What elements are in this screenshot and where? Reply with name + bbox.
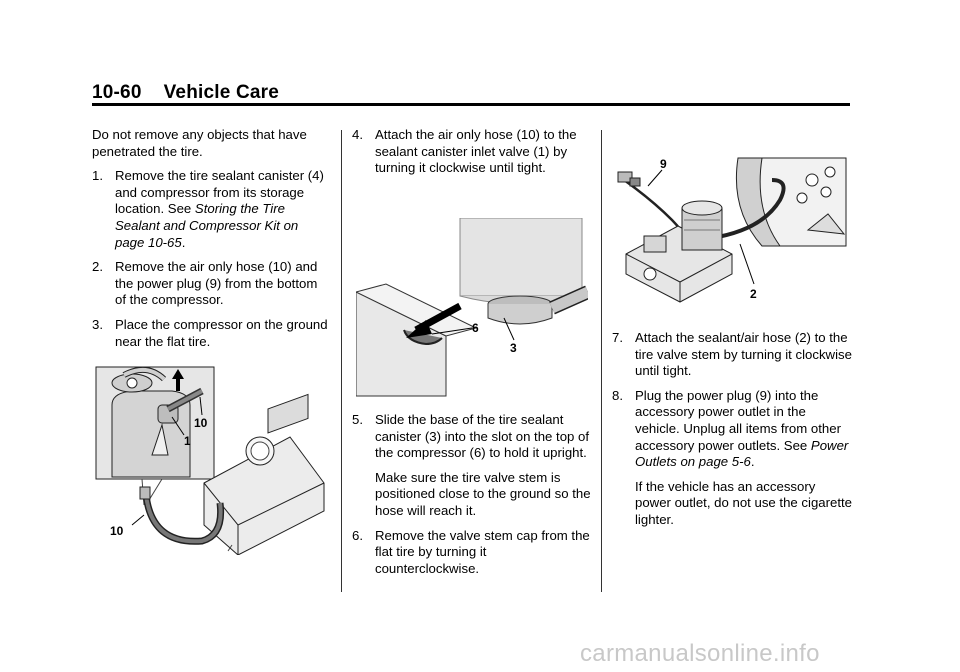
- column-3: [612, 330, 852, 537]
- step-2: [92, 259, 328, 309]
- column-2-lower: [352, 412, 592, 585]
- figure-canister-into-slot: [356, 218, 588, 398]
- step-number: 5.: [352, 412, 363, 427]
- step-8: [612, 388, 852, 471]
- step-text: Attach the sealant/air hose (2) to the tire valve stem by turning it clockwise until tight.: [635, 330, 852, 379]
- step-number: 3.: [92, 316, 103, 332]
- figure-hose-to-tire: [612, 150, 850, 310]
- step-text: Remove the valve stem cap from the flat tire by turning it counterclockwise.: [375, 527, 590, 576]
- header-rule: [92, 103, 850, 106]
- step-text: Remove the tire sealant canister (4) and compressor from its storage location. See: [115, 168, 324, 217]
- column-1: [92, 127, 328, 358]
- step-3: [92, 317, 328, 350]
- intro-text: Do not remove any objects that have penetrated the tire.: [92, 127, 307, 159]
- callout-9: 9: [660, 157, 667, 171]
- column-divider-left: [341, 130, 342, 592]
- step-number: 4.: [352, 127, 363, 142]
- watermark: carmanualsonline.info: [580, 640, 820, 667]
- step-8-note: If the vehicle has an accessory power outlet, do not use the cigarette lighter.: [635, 478, 853, 527]
- step-number: 2.: [92, 259, 103, 275]
- step-5: [352, 412, 592, 462]
- cross-reference-link[interactable]: Power Outlets on page 5-6: [635, 437, 849, 470]
- callout-2: 2: [750, 287, 757, 301]
- step-text-end: .: [750, 454, 755, 470]
- step-number: 6.: [352, 527, 363, 543]
- step-6: [352, 528, 592, 578]
- callout-1: 1: [184, 434, 191, 448]
- step-number: 7.: [612, 330, 623, 345]
- step-number: 1.: [92, 168, 103, 184]
- callout-10-bottom: 10: [110, 524, 124, 538]
- page-header: [92, 82, 279, 104]
- callout-6: 6: [472, 321, 479, 335]
- cross-reference-link[interactable]: Storing the Tire Sealant and Compressor Kit on page 10-65: [115, 201, 299, 250]
- column-2: [352, 127, 592, 185]
- section-title: Vehicle Care: [163, 82, 280, 103]
- step-1: [92, 168, 328, 251]
- step-text-end: .: [181, 234, 186, 250]
- step-number: 8.: [612, 387, 623, 403]
- step-5-note: Make sure the tire valve stem is positioned close to the ground so the hose will reach it.: [375, 469, 591, 518]
- step-text: Place the compressor on the ground near the flat tire.: [115, 316, 328, 349]
- page-number: 10-60: [92, 82, 142, 103]
- figure-compressor-and-canister: [92, 365, 332, 555]
- step-text: Remove the air only hose (10) and the power plug (9) from the bottom of the compressor.: [115, 259, 318, 308]
- step-text: Slide the base of the tire sealant canister (3) into the slot on the top of the compressor (6) to hold it upright.: [375, 412, 590, 461]
- column-divider-right: [601, 130, 602, 592]
- callout-3: 3: [510, 341, 517, 355]
- callout-10-top: 10: [194, 416, 208, 430]
- step-text: Plug the power plug (9) into the accessory power outlet in the vehicle. Unplug all items from other accessory power outlets. See: [635, 387, 841, 453]
- step-4: [352, 127, 592, 177]
- step-text: Attach the air only hose (10) to the sealant canister inlet valve (1) by turning it clockwise until tight.: [375, 127, 577, 176]
- step-7: [612, 330, 852, 380]
